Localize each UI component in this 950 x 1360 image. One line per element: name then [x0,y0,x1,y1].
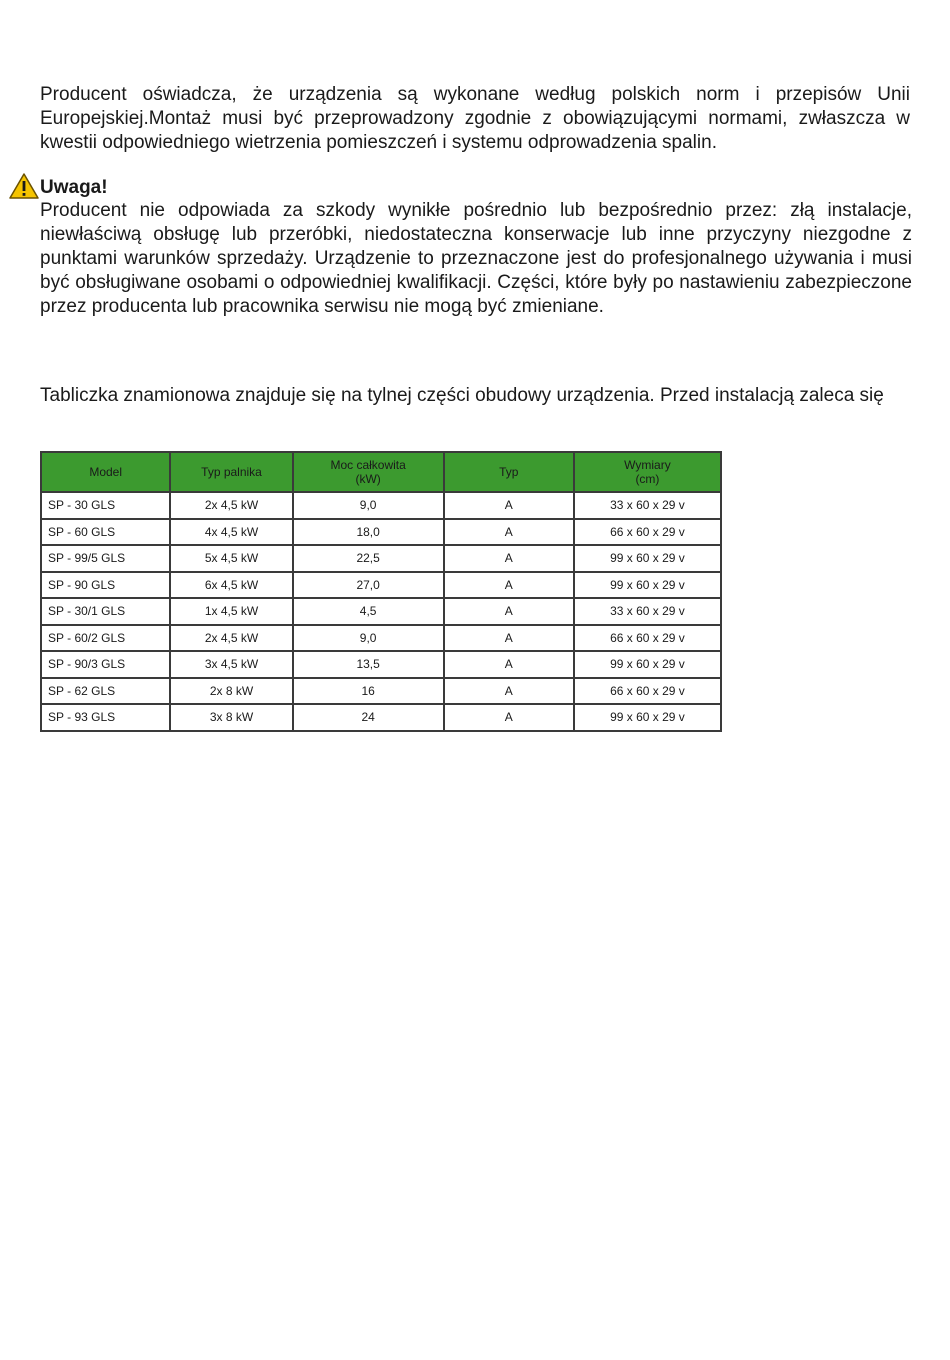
cell-model: SP - 93 GLS [41,704,170,731]
table-row [41,572,721,599]
cell-burner: 2x 4,5 kW [170,625,292,652]
table-row [41,598,721,625]
intro-paragraph: Producent oświadcza, że urządzenia są wykonane według polskich norm i przepisów Unii Europejskiej.Montaż musi być przeprowadzony zgodnie z obowiązującymi normami, zwłaszcza w kwestii odpowiedniego wietrzenia pomieszczeń i systemu odprowadzenia spalin. [40,84,910,153]
cell-type: A [444,651,574,678]
table-row [41,545,721,572]
cell-model: SP - 30 GLS [41,492,170,519]
cell-burner: 3x 4,5 kW [170,651,292,678]
cell-burner: 6x 4,5 kW [170,572,292,599]
header-total-power-unit: (kW) [355,472,381,486]
cell-dimensions: 99 x 60 x 29 v [574,545,721,572]
header-dimensions-unit: (cm) [635,472,660,486]
cell-dimensions: 33 x 60 x 29 v [574,492,721,519]
header-model: Model [41,452,170,492]
cell-power: 16 [293,678,444,705]
cell-burner: 3x 8 kW [170,704,292,731]
table-row [41,678,721,705]
cell-power: 13,5 [293,651,444,678]
cell-dimensions: 66 x 60 x 29 v [574,678,721,705]
table-row [41,492,721,519]
cell-model: SP - 90 GLS [41,572,170,599]
header-burner-type: Typ palnika [170,452,292,492]
cell-burner: 5x 4,5 kW [170,545,292,572]
specification-table [40,451,722,732]
cell-power: 9,0 [293,625,444,652]
cell-model: SP - 90/3 GLS [41,651,170,678]
cell-power: 24 [293,704,444,731]
cell-burner: 4x 4,5 kW [170,519,292,546]
cell-power: 4,5 [293,598,444,625]
table-header-row [41,452,721,492]
cell-dimensions: 66 x 60 x 29 v [574,519,721,546]
warning-triangle-icon [8,172,40,200]
table-row [41,704,721,731]
rating-plate-paragraph: Tabliczka znamionowa znajduje się na tylnej części obudowy urządzenia. Przed instalacją zaleca się [40,385,884,406]
cell-power: 22,5 [293,545,444,572]
warning-paragraph: Producent nie odpowiada za szkody wynikłe pośrednio lub bezpośrednio przez: złą instalacje, niewłaściwą obsługę lub przeróbki, niedostateczna konserwacje lub inne przyczyny niezgodne z punktami warunków sprzedaży. Urządzenie to przeznaczone jest do profesjonalnego używania i musi być obsługiwane osobami o odpowiedniej kwalifikacji. Części, które były po nastawieniu zabezpieczone przez producenta lub pracownika serwisu nie mogą być zmieniane. [40,200,912,317]
cell-power: 27,0 [293,572,444,599]
table-row [41,651,721,678]
cell-burner: 1x 4,5 kW [170,598,292,625]
header-total-power-label: Moc całkowita [330,458,406,472]
cell-model: SP - 99/5 GLS [41,545,170,572]
warning-section [8,172,918,317]
cell-model: SP - 62 GLS [41,678,170,705]
cell-dimensions: 66 x 60 x 29 v [574,625,721,652]
cell-type: A [444,492,574,519]
cell-type: A [444,572,574,599]
cell-burner: 2x 4,5 kW [170,492,292,519]
table-row [41,519,721,546]
cell-dimensions: 99 x 60 x 29 v [574,704,721,731]
cell-model: SP - 60 GLS [41,519,170,546]
cell-model: SP - 60/2 GLS [41,625,170,652]
cell-burner: 2x 8 kW [170,678,292,705]
cell-model: SP - 30/1 GLS [41,598,170,625]
header-dimensions [574,452,721,492]
table-row [41,625,721,652]
cell-type: A [444,625,574,652]
cell-power: 9,0 [293,492,444,519]
warning-title: Uwaga! [40,177,108,198]
header-total-power [293,452,444,492]
cell-type: A [444,678,574,705]
cell-dimensions: 99 x 60 x 29 v [574,651,721,678]
cell-type: A [444,704,574,731]
cell-type: A [444,598,574,625]
cell-dimensions: 99 x 60 x 29 v [574,572,721,599]
cell-dimensions: 33 x 60 x 29 v [574,598,721,625]
cell-power: 18,0 [293,519,444,546]
header-type: Typ [444,452,574,492]
header-dimensions-label: Wymiary [624,458,671,472]
cell-type: A [444,545,574,572]
warning-header [8,172,918,200]
cell-type: A [444,519,574,546]
